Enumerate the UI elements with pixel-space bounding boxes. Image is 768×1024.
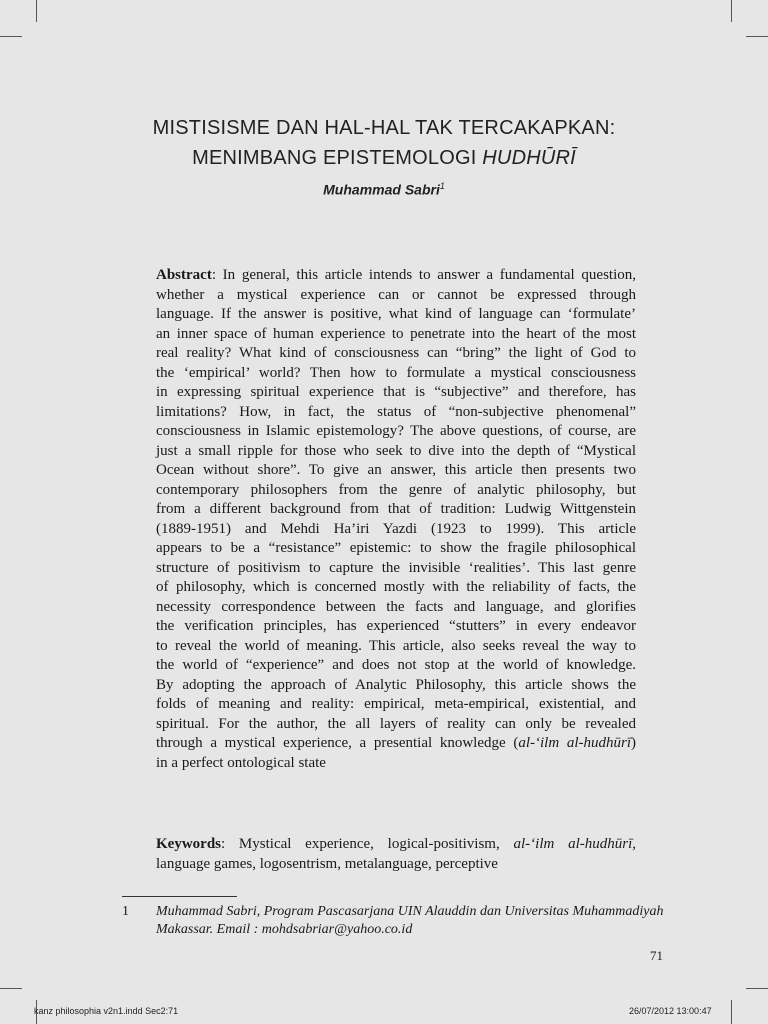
abstract-line: necessity correspondence between the facts and language, and glorifies	[156, 598, 636, 615]
slug-file: kanz philosophia v2n1.indd Sec2:71	[34, 1006, 179, 1016]
title-line-1: MISTISISME DAN HAL-HAL TAK TERCAKAPKAN:	[152, 117, 616, 139]
crop-mark-bottom-left-h	[0, 988, 22, 989]
abstract-line: (1889-1951) and Mehdi Ha’iri Yazdi (1923 to 1999). This article	[156, 520, 636, 537]
abstract-line-25-prefix: through a mystical experience, a presential knowledge (	[156, 735, 519, 751]
abstract-line-25-suffix: )	[631, 735, 636, 751]
author-name	[120, 181, 648, 198]
abstract-line: appears to be a “resistance” epistemic: to show the fragile philosophical	[156, 540, 636, 556]
abstract-line-25-italic: al-‘ilm al-hudhūrī	[518, 735, 631, 751]
keywords-line-1	[156, 834, 636, 854]
keywords	[156, 834, 636, 874]
author-name-text: Muhammad Sabri	[323, 181, 440, 198]
footnote-line-1: Muhammad Sabri, Program Pascasarjana UIN Alauddin dan Universitas Muhammadiyah	[156, 904, 664, 919]
abstract-line: Ocean without shore”. To give an answer, this article then presents two	[156, 462, 636, 478]
keywords-line-2: language games, logosentrism, metalanguage, perceptive	[156, 856, 498, 872]
abstract-line-last: in a perfect ontological state	[156, 754, 326, 771]
abstract	[156, 266, 636, 773]
title-line-2	[120, 143, 648, 173]
author-footnote-mark: 1	[439, 181, 445, 191]
keywords-line-1-text: : Mystical experience, logical-positivism,	[221, 836, 514, 852]
abstract-line: an inner space of human experience to penetrate into the heart of the most	[156, 325, 636, 342]
abstract-line: in expressing spiritual experience that is “subjective” and therefore, has	[156, 384, 636, 400]
abstract-line: spiritual. For the author, the all layers of reality can only be revealed	[156, 715, 636, 732]
abstract-label: Abstract	[156, 267, 212, 283]
crop-mark-bottom-right-h	[746, 988, 768, 989]
abstract-line: real reality? What kind of consciousness can “bring” the light of God to	[156, 345, 636, 361]
abstract-line: folds of meaning and reality: empirical, meta-empirical, existential, and	[156, 696, 636, 712]
page-number: 71	[650, 948, 663, 963]
footnote-line-2: Makassar. Email : mohdsabriar@yahoo.co.id	[156, 922, 413, 937]
abstract-line-1	[156, 266, 636, 286]
abstract-line-1-text: : In general, this article intends to answer a fundamental question,	[211, 267, 636, 283]
paper-title	[120, 113, 648, 173]
abstract-line: of philosophy, which is concerned mostly with the reliability of facts, the	[156, 579, 636, 595]
abstract-line: to reveal the world of meaning. This article, also seeks reveal the way to	[156, 637, 636, 654]
abstract-line: the ‘empirical’ world? Then how to formulate a mystical consciousness	[156, 364, 636, 381]
abstract-line: limitations? How, in fact, the status of “non-subjective phenomenal”	[156, 403, 636, 420]
abstract-line: contemporary philosophers from the genre of analytic philosophy, but	[156, 481, 636, 498]
abstract-line: structure of positivism to capture the invisible ‘realities’. This last genre	[156, 559, 636, 576]
abstract-line: language. If the answer is positive, what kind of language can ‘formulate’	[156, 306, 636, 322]
crop-mark-top-right	[731, 0, 732, 22]
crop-mark-top-left	[36, 0, 37, 22]
title-line-2-prefix: MENIMBANG EPISTEMOLOGI	[192, 147, 483, 169]
slug-timestamp: 26/07/2012 13:00:47	[629, 1006, 712, 1016]
footnote-rule	[122, 896, 237, 897]
abstract-line: whether a mystical experience can or cannot be expressed through	[156, 286, 636, 303]
keywords-label: Keywords	[156, 836, 221, 852]
abstract-line: the world of “experience” and does not stop at the world of knowledge.	[156, 657, 636, 673]
abstract-line: just a small ripple for those who seek to dive into the depth of “Mystical	[156, 442, 636, 459]
crop-mark-top-left-h	[0, 36, 22, 37]
crop-mark-bottom-right	[731, 1000, 732, 1024]
crop-mark-top-right-h	[746, 36, 768, 37]
abstract-line-25	[156, 734, 636, 754]
footnote-text	[156, 903, 666, 939]
abstract-line: the verification principles, has experienced “stutters” in every endeavor	[156, 618, 636, 634]
abstract-line: By adopting the approach of Analytic Philosophy, this article shows the	[156, 676, 636, 693]
keywords-line-1-italic: al-‘ilm al-hudhūrī,	[513, 836, 637, 852]
footnote-number: 1	[122, 904, 129, 919]
title-line-2-italic: HUDHŪRĪ	[482, 147, 576, 169]
abstract-line: from a different background from that of tradition: Ludwig Wittgenstein	[156, 501, 636, 517]
abstract-line: consciousness in Islamic epistemology? The above questions, of course, are	[156, 423, 636, 439]
